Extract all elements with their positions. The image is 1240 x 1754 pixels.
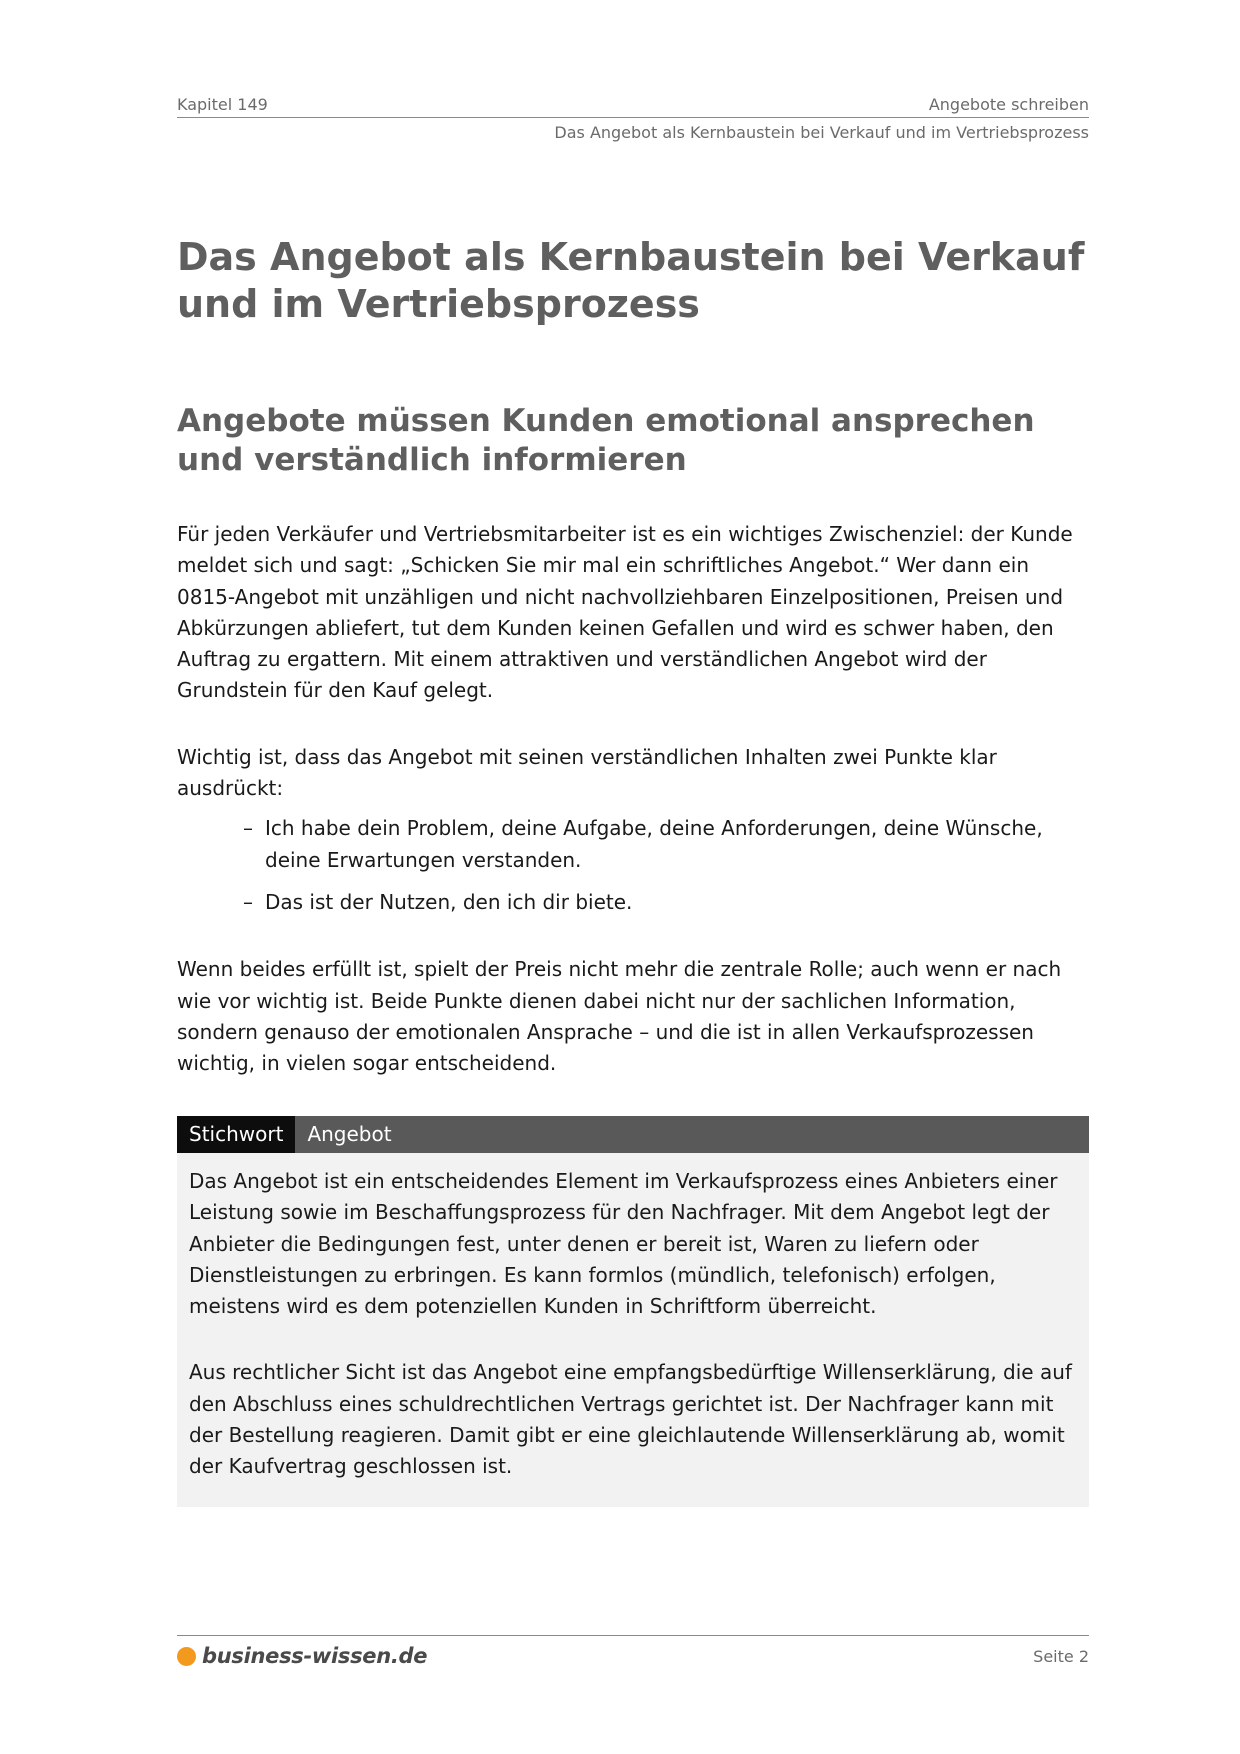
header-row [177, 93, 1089, 118]
keyword-box-header [177, 1116, 1089, 1153]
page-footer [177, 1635, 1089, 1668]
keyword-box-body [177, 1153, 1089, 1483]
chapter-label: Kapitel 149 [177, 95, 268, 114]
keyword-box [177, 1116, 1089, 1507]
body-paragraph-3: Wenn beides erfüllt ist, spielt der Preis nicht mehr die zentrale Rolle; auch wenn er nach wie vor wichtig ist. Beide Punkte dienen dabei nicht nur der sachlichen Information, sondern genauso der emotionalen Ansprache – und die ist in allen Verkaufsprozessen wichtig, in vielen sogar entscheidend. [177, 957, 1062, 1076]
page-subtitle: Angebote müssen Kunden emotional ansprechen und verständlich informieren [177, 403, 1035, 478]
business-wissen-logo [177, 1644, 427, 1668]
list-item-text: Ich habe dein Problem, deine Aufgabe, deine Anforderungen, deine Wünsche, deine Erwartungen verstanden. [265, 816, 1043, 872]
page-number: Seite 2 [1033, 1646, 1089, 1666]
keyword-term: Angebot [307, 1122, 392, 1146]
keyword-tag: Stichwort [177, 1116, 295, 1153]
section-label: Angebote schreiben [928, 95, 1089, 114]
logo-dot-icon [177, 1647, 196, 1666]
subsection-label: Das Angebot als Kernbaustein bei Verkauf und im Vertriebsprozess [554, 123, 1089, 142]
keyword-paragraph-1: Das Angebot ist ein entscheidendes Element im Verkaufsprozess eines Anbieters einer Leistung sowie im Beschaffungsprozess für den Nachfrager. Mit dem Angebot legt der Anbieter die Bedingungen fest, unter denen er bereit ist, Waren zu liefern oder Dienstleistungen zu erbringen. Es kann formlos (mündlich, telefonisch) erfolgen, meistens wird es dem potenziellen Kunden in Schriftform überreicht. [189, 1169, 1058, 1319]
list-item-text: Das ist der Nutzen, den ich dir biete. [265, 889, 633, 914]
bullet-list [177, 813, 1089, 918]
document-page [177, 0, 1089, 1754]
list-item [243, 813, 1089, 876]
bullet-dash: – [243, 816, 253, 841]
body-paragraph-1: Für jeden Verkäufer und Vertriebsmitarbeiter ist es ein wichtiges Zwischenziel: der Kunde meldet sich und sagt: „Schicken Sie mir mal ein schriftliches Angebot.“ Wer dann ein 0815-Angebot mit unzähligen und nicht nachvollziehbaren Einzelpositionen, Preisen und Abkürzungen abliefert, tut dem Kunden keinen Gefallen und wird es schwer haben, den Auftrag zu ergattern. Mit einem attraktiven und verständlichen Angebot wird der Grundstein für den Kauf gelegt. [177, 522, 1073, 703]
page-title: Das Angebot als Kernbaustein bei Verkauf und im Vertriebsprozess [177, 235, 1085, 326]
keyword-paragraph-2: Aus rechtlicher Sicht ist das Angebot eine empfangsbedürftige Willenserklärung, die auf den Abschluss eines schuldrechtlichen Vertrags gerichtet ist. Der Nachfrager kann mit der Bestellung reagieren. Damit gibt er eine gleichlautende Willenserklärung ab, womit der Kaufvertrag geschlossen ist. [189, 1360, 1072, 1479]
page-header [177, 93, 1089, 144]
logo-text: business-wissen.de [202, 1644, 428, 1668]
footer-row [177, 1644, 1089, 1668]
body-text [177, 519, 1089, 1079]
body-paragraph-2: Wichtig ist, dass das Angebot mit seinen verständlichen Inhalten zwei Punkte klar ausdrückt: [177, 744, 997, 801]
list-item [243, 887, 1089, 918]
bullet-dash: – [243, 889, 253, 914]
